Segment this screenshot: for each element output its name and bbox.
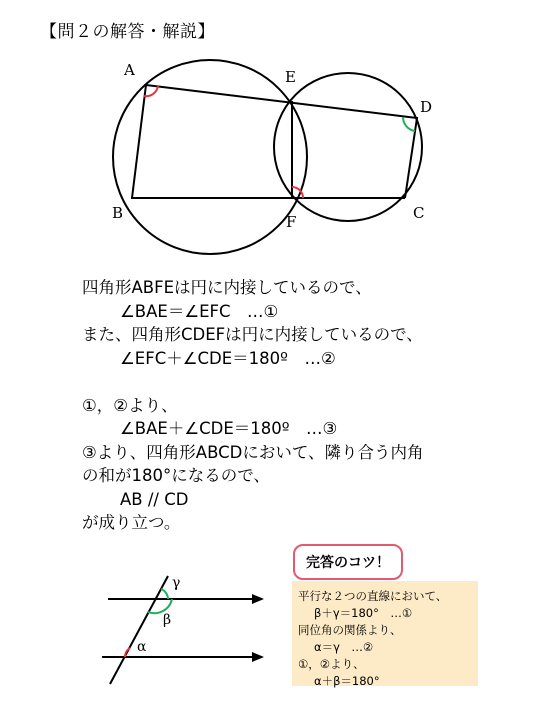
angle-label-beta: β — [163, 612, 172, 628]
point-label-b: B — [112, 204, 124, 222]
angle-gamma-mark — [161, 589, 168, 599]
tips-line: 同位角の関係より、 — [298, 623, 402, 637]
point-label-d: D — [420, 98, 433, 116]
segment-ab-bc — [132, 85, 405, 198]
tips-line: α＋β＝180° — [314, 674, 380, 688]
arrowhead-bottom — [252, 652, 264, 662]
tips-line: ①，②より、 — [298, 657, 365, 671]
proof-line: ∠BAE＋∠CDE＝180º …③ — [120, 419, 338, 438]
angle-label-alpha: α — [137, 639, 147, 655]
proof-line: また、四角形CDEFは円に内接しているので、 — [82, 325, 423, 344]
angle-cde-mark — [403, 117, 415, 131]
proof-line: ∠BAE＝∠EFC …① — [120, 301, 279, 321]
arrowhead-top — [252, 594, 264, 604]
proof-line: の和が180°になるので、 — [82, 466, 270, 485]
point-label-f: F — [286, 213, 297, 231]
tips-line: α＝γ …② — [314, 640, 374, 654]
angle-label-gamma: γ — [172, 575, 181, 591]
blank-line — [82, 370, 424, 394]
page-title: 【問２の解答・解説】 — [40, 22, 215, 42]
proof-conclusion: AB // CD — [120, 489, 189, 509]
transversal-line — [110, 576, 168, 684]
proof-text — [82, 276, 424, 535]
proof-line: が成り立つ。 — [82, 513, 181, 532]
proof-line: 四角形ABFEは円に内接しているので、 — [82, 278, 372, 297]
proof-line: ①，②より、 — [82, 395, 178, 415]
proof-line: ∠EFC＋∠CDE＝180º …② — [120, 348, 336, 368]
tips-line: β＋γ＝180° …① — [314, 606, 413, 620]
point-label-c: C — [413, 204, 425, 222]
point-label-e: E — [285, 68, 296, 86]
proof-line: ③より、四角形ABCDにおいて、隣り合う内角 — [82, 442, 424, 462]
tips-tag: 完答のコツ！ — [293, 544, 403, 580]
circle-abfe — [113, 60, 307, 254]
point-label-a: A — [124, 61, 135, 79]
tips-box — [292, 581, 478, 686]
tips-line: 平行な２つの直線において、 — [298, 589, 448, 603]
